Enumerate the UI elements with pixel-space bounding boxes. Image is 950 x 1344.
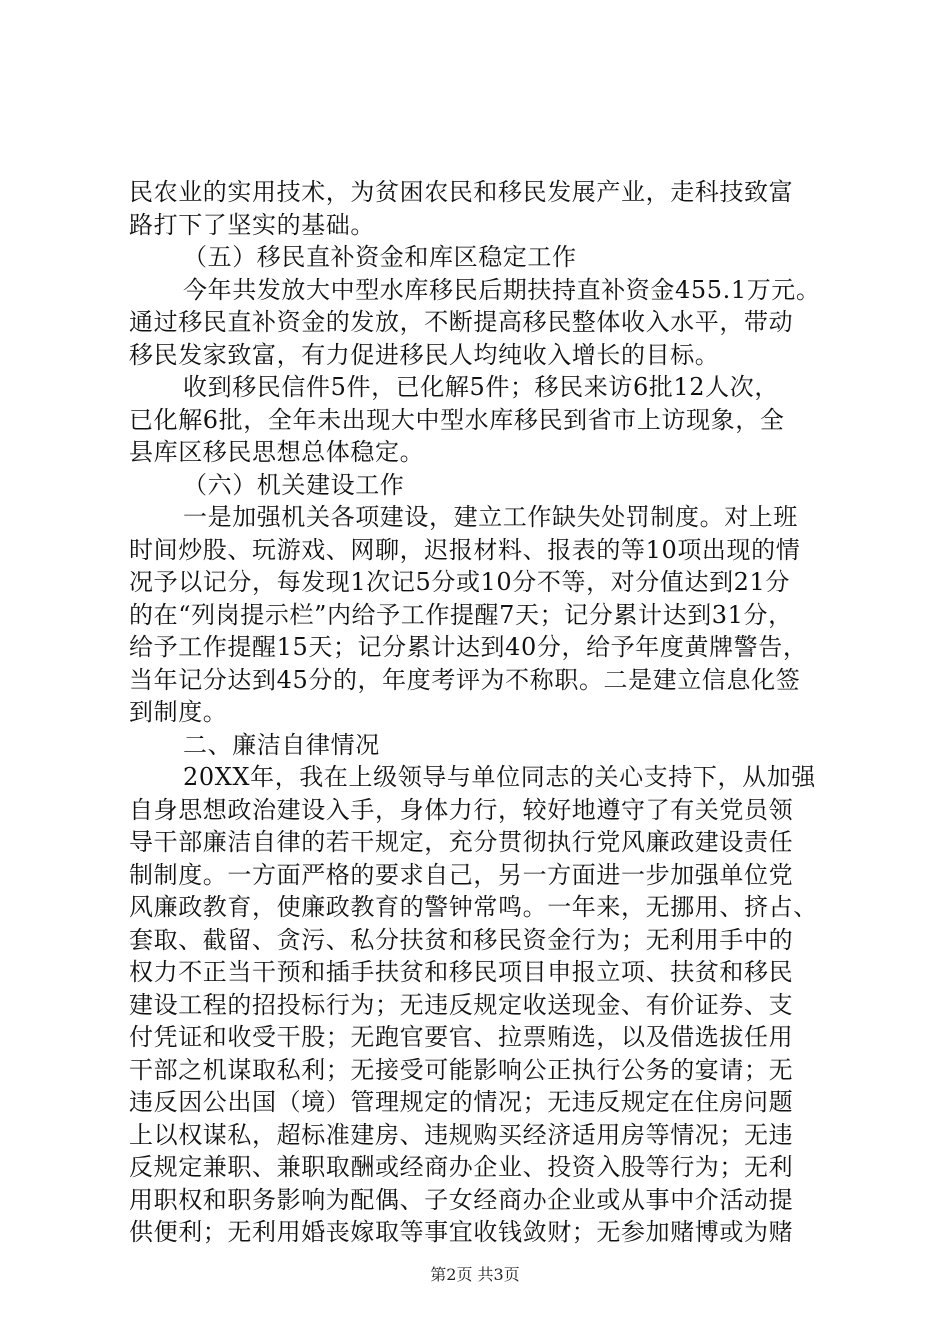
text-line: 供便利；无利用婚丧嫁取等事宜收钱敛财；无参加赌博或为赌 [129,1218,794,1246]
paragraph-start: 20XX年，我在上级领导与单位同志的关心支持下，从加强 [183,763,816,791]
text-line: 套取、截留、贪污、私分扶贫和移民资金行为；无利用手中的 [129,925,794,954]
paragraph-start: 收到移民信件5件，已化解5件；移民来访6批12人次， [183,373,779,401]
text-line: 路打下了坚实的基础。 [129,210,375,239]
text-line: 用职权和职务影响为配偶、子女经商办企业或从事中介活动提 [129,1185,794,1214]
text-line: 付凭证和收受干股；无跑官要官、拉票贿选，以及借选拔任用 [129,1023,794,1051]
text-line: 干部之机谋取私利；无接受可能影响公正执行公务的宴请；无 [129,1055,794,1084]
text-line: 县库区移民思想总体稳定。 [129,438,425,466]
text-line: 的在“列岗提示栏”内给予工作提醒7天；记分累计达到31分， [129,600,793,629]
section-heading: （五）移民直补资金和库区稳定工作 [183,243,577,271]
text-line: 况予以记分，每发现1次记5分或10分不等，对分值达到21分 [129,568,791,596]
text-line: 已化解6批，全年未出现大中型水库移民到省市上访现象，全 [129,405,785,434]
text-line: 导干部廉洁自律的若干规定，充分贯彻执行党风廉政建设责任 [129,828,794,856]
text-line: 违反因公出国（境）管理规定的情况；无违反规定在住房问题 [129,1088,794,1116]
page-footer: 第2页 共3页 [430,1265,520,1284]
section-heading: 二、廉洁自律情况 [183,730,380,759]
text-line: 上以权谋私，超标准建房、违规购买经济适用房等情况；无违 [129,1120,794,1149]
text-line: 到制度。 [129,698,228,726]
text-line: 当年记分达到45分的，年度考评为不称职。二是建立信息化签 [129,665,801,694]
paragraph-start: 一是加强机关各项建设，建立工作缺失处罚制度。对上班 [183,503,798,531]
text-line: 风廉政教育，使廉政教育的警钟常鸣。一年来，无挪用、挤占、 [129,893,818,921]
section-heading: （六）机关建设工作 [183,470,405,499]
text-line: 制制度。一方面严格的要求自己，另一方面进一步加强单位党 [129,860,794,889]
text-line: 移民发家致富，有力促进移民人均纯收入增长的目标。 [129,340,720,369]
text-line: 给予工作提醒15天；记分累计达到40分，给予年度黄牌警告， [129,633,808,661]
text-line: 通过移民直补资金的发放，不断提高移民整体收入水平，带动 [129,308,794,336]
text-line: 自身思想政治建设入手，身体力行，较好地遵守了有关党员领 [129,795,794,824]
paragraph-start: 今年共发放大中型水库移民后期扶持直补资金455.1万元。 [183,275,821,304]
text-line: 建设工程的招投标行为；无违反规定收送现金、有价证券、支 [129,990,794,1019]
text-line: 民农业的实用技术，为贫困农民和移民发展产业，走科技致富 [129,178,794,206]
text-line: 权力不正当干预和插手扶贫和移民项目申报立项、扶贫和移民 [129,958,794,986]
text-line: 反规定兼职、兼职取酬或经商办企业、投资入股等行为；无利 [129,1153,794,1181]
text-line: 时间炒股、玩游戏、网聊，迟报材料、报表的等10项出现的情 [129,535,801,564]
